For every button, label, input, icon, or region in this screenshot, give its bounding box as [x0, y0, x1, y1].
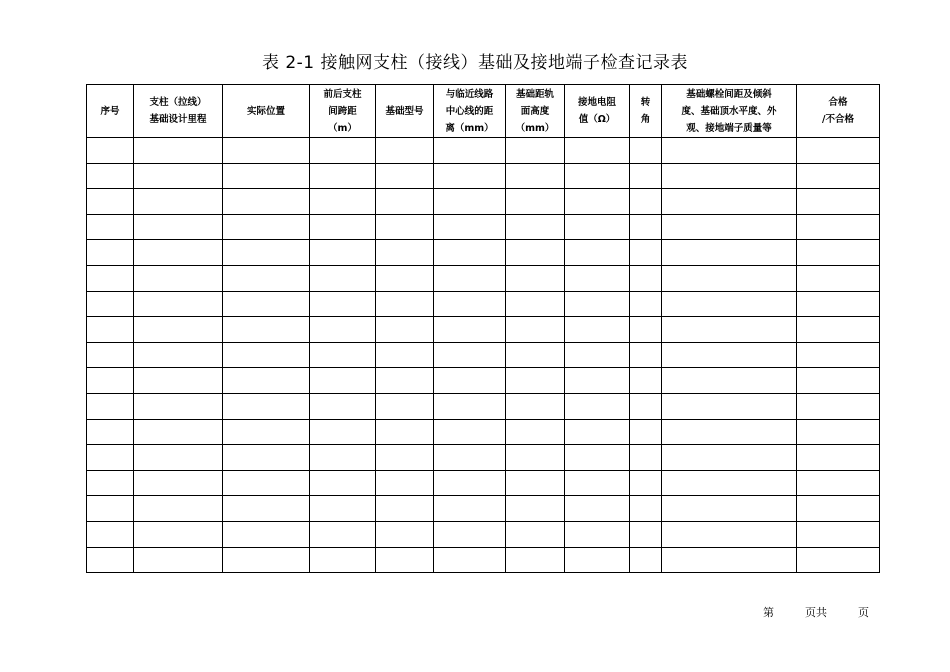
- empty-cell[interactable]: [630, 291, 662, 317]
- empty-cell[interactable]: [376, 496, 434, 522]
- empty-cell[interactable]: [134, 496, 223, 522]
- empty-cell[interactable]: [630, 419, 662, 445]
- empty-cell[interactable]: [376, 138, 434, 164]
- empty-cell[interactable]: [565, 291, 630, 317]
- table-row: [87, 419, 880, 445]
- table-row: [87, 214, 880, 240]
- empty-cell[interactable]: [87, 265, 134, 291]
- empty-cell[interactable]: [223, 521, 310, 547]
- empty-cell[interactable]: [376, 445, 434, 471]
- empty-cell[interactable]: [87, 496, 134, 522]
- empty-cell[interactable]: [565, 470, 630, 496]
- empty-cell[interactable]: [797, 138, 880, 164]
- table-row: [87, 240, 880, 266]
- empty-cell[interactable]: [223, 496, 310, 522]
- empty-cell[interactable]: [630, 521, 662, 547]
- table-row: [87, 521, 880, 547]
- empty-cell[interactable]: [87, 138, 134, 164]
- empty-cell[interactable]: [797, 470, 880, 496]
- empty-cell[interactable]: [310, 163, 376, 189]
- empty-cell[interactable]: [310, 368, 376, 394]
- empty-cell[interactable]: [310, 496, 376, 522]
- empty-cell[interactable]: [310, 419, 376, 445]
- empty-cell[interactable]: [630, 445, 662, 471]
- empty-cell[interactable]: [434, 317, 506, 343]
- empty-cell[interactable]: [134, 240, 223, 266]
- empty-cell[interactable]: [662, 521, 797, 547]
- empty-cell[interactable]: [223, 214, 310, 240]
- header-seq-no: 序号: [87, 85, 134, 138]
- empty-cell[interactable]: [662, 368, 797, 394]
- empty-cell[interactable]: [87, 419, 134, 445]
- empty-cell[interactable]: [310, 547, 376, 573]
- empty-cell[interactable]: [434, 138, 506, 164]
- table-row: [87, 445, 880, 471]
- empty-cell[interactable]: [134, 547, 223, 573]
- empty-cell[interactable]: [87, 521, 134, 547]
- empty-cell[interactable]: [434, 496, 506, 522]
- table-row: [87, 547, 880, 573]
- empty-cell[interactable]: [434, 342, 506, 368]
- table-row: [87, 291, 880, 317]
- empty-cell[interactable]: [506, 214, 565, 240]
- empty-cell[interactable]: [134, 342, 223, 368]
- empty-cell[interactable]: [662, 470, 797, 496]
- empty-cell[interactable]: [565, 189, 630, 215]
- empty-cell[interactable]: [434, 189, 506, 215]
- empty-cell[interactable]: [310, 317, 376, 343]
- empty-cell[interactable]: [376, 214, 434, 240]
- empty-cell[interactable]: [506, 138, 565, 164]
- empty-cell[interactable]: [223, 342, 310, 368]
- empty-cell[interactable]: [87, 240, 134, 266]
- empty-cell[interactable]: [565, 393, 630, 419]
- empty-cell[interactable]: [506, 496, 565, 522]
- empty-cell[interactable]: [506, 291, 565, 317]
- empty-cell[interactable]: [87, 470, 134, 496]
- empty-cell[interactable]: [797, 368, 880, 394]
- empty-cell[interactable]: [310, 470, 376, 496]
- empty-cell[interactable]: [223, 138, 310, 164]
- empty-cell[interactable]: [797, 317, 880, 343]
- empty-cell[interactable]: [565, 138, 630, 164]
- empty-cell[interactable]: [565, 265, 630, 291]
- empty-cell[interactable]: [630, 317, 662, 343]
- empty-cell[interactable]: [434, 265, 506, 291]
- empty-cell[interactable]: [662, 547, 797, 573]
- empty-cell[interactable]: [376, 470, 434, 496]
- empty-cell[interactable]: [565, 240, 630, 266]
- empty-cell[interactable]: [87, 291, 134, 317]
- empty-cell[interactable]: [506, 547, 565, 573]
- empty-cell[interactable]: [565, 521, 630, 547]
- empty-cell[interactable]: [797, 163, 880, 189]
- empty-cell[interactable]: [797, 240, 880, 266]
- empty-cell[interactable]: [310, 240, 376, 266]
- empty-cell[interactable]: [662, 265, 797, 291]
- empty-cell[interactable]: [134, 214, 223, 240]
- empty-cell[interactable]: [434, 214, 506, 240]
- empty-cell[interactable]: [223, 368, 310, 394]
- empty-cell[interactable]: [223, 547, 310, 573]
- empty-cell[interactable]: [630, 214, 662, 240]
- empty-cell[interactable]: [630, 342, 662, 368]
- empty-cell[interactable]: [662, 138, 797, 164]
- empty-cell[interactable]: [376, 240, 434, 266]
- table-row: [87, 138, 880, 164]
- empty-cell[interactable]: [797, 291, 880, 317]
- empty-cell[interactable]: [506, 368, 565, 394]
- empty-cell[interactable]: [565, 419, 630, 445]
- empty-cell[interactable]: [87, 163, 134, 189]
- footer-total-label: 页共: [805, 606, 827, 619]
- empty-cell[interactable]: [134, 163, 223, 189]
- table-row: [87, 470, 880, 496]
- empty-cell[interactable]: [565, 368, 630, 394]
- empty-cell[interactable]: [662, 240, 797, 266]
- empty-cell[interactable]: [310, 521, 376, 547]
- empty-cell[interactable]: [797, 419, 880, 445]
- empty-cell[interactable]: [434, 163, 506, 189]
- empty-cell[interactable]: [376, 189, 434, 215]
- empty-cell[interactable]: [797, 547, 880, 573]
- empty-cell[interactable]: [630, 470, 662, 496]
- document-title: 表 2-1 接触网支柱（接线）基础及接地端子检查记录表: [261, 53, 689, 73]
- empty-cell[interactable]: [87, 393, 134, 419]
- empty-cell[interactable]: [376, 317, 434, 343]
- empty-cell[interactable]: [134, 138, 223, 164]
- header-actual-position: 实际位置: [223, 85, 310, 138]
- table-header-row: [87, 85, 880, 138]
- empty-cell[interactable]: [506, 470, 565, 496]
- empty-cell[interactable]: [223, 419, 310, 445]
- table-row: [87, 393, 880, 419]
- empty-cell[interactable]: [376, 163, 434, 189]
- empty-cell[interactable]: [630, 240, 662, 266]
- empty-cell[interactable]: [434, 419, 506, 445]
- empty-cell[interactable]: [310, 138, 376, 164]
- empty-cell[interactable]: [87, 317, 134, 343]
- empty-cell[interactable]: [565, 214, 630, 240]
- empty-cell[interactable]: [376, 368, 434, 394]
- empty-cell[interactable]: [565, 496, 630, 522]
- empty-cell[interactable]: [797, 214, 880, 240]
- empty-cell[interactable]: [565, 445, 630, 471]
- empty-cell[interactable]: [376, 419, 434, 445]
- empty-cell[interactable]: [134, 368, 223, 394]
- empty-cell[interactable]: [87, 368, 134, 394]
- empty-cell[interactable]: [506, 240, 565, 266]
- empty-cell[interactable]: [376, 342, 434, 368]
- empty-cell[interactable]: [223, 291, 310, 317]
- empty-cell[interactable]: [506, 189, 565, 215]
- table-row: [87, 163, 880, 189]
- empty-cell[interactable]: [506, 393, 565, 419]
- empty-cell[interactable]: [434, 393, 506, 419]
- empty-cell[interactable]: [310, 342, 376, 368]
- empty-cell[interactable]: [434, 470, 506, 496]
- empty-cell[interactable]: [797, 393, 880, 419]
- empty-cell[interactable]: [506, 265, 565, 291]
- header-design-mileage: 支柱（拉线） 基础设计里程: [134, 85, 223, 138]
- table-body: [87, 138, 880, 573]
- header-span-distance: 前后支柱 间跨距 （m）: [310, 85, 376, 138]
- empty-cell[interactable]: [630, 547, 662, 573]
- empty-cell[interactable]: [506, 317, 565, 343]
- empty-cell[interactable]: [630, 189, 662, 215]
- header-foundation-model: 基础型号: [376, 85, 434, 138]
- empty-cell[interactable]: [662, 291, 797, 317]
- header-pass-fail: 合格 /不合格: [797, 85, 880, 138]
- empty-cell[interactable]: [797, 342, 880, 368]
- empty-cell[interactable]: [87, 342, 134, 368]
- empty-cell[interactable]: [662, 189, 797, 215]
- header-ground-resistance: 接地电阻 值（Ω）: [565, 85, 630, 138]
- empty-cell[interactable]: [134, 265, 223, 291]
- empty-cell[interactable]: [376, 521, 434, 547]
- empty-cell[interactable]: [223, 445, 310, 471]
- empty-cell[interactable]: [87, 214, 134, 240]
- table-row: [87, 496, 880, 522]
- empty-cell[interactable]: [134, 393, 223, 419]
- empty-cell[interactable]: [310, 189, 376, 215]
- empty-cell[interactable]: [134, 445, 223, 471]
- empty-cell[interactable]: [662, 496, 797, 522]
- empty-cell[interactable]: [797, 445, 880, 471]
- empty-cell[interactable]: [376, 547, 434, 573]
- empty-cell[interactable]: [87, 547, 134, 573]
- empty-cell[interactable]: [376, 265, 434, 291]
- empty-cell[interactable]: [630, 265, 662, 291]
- page-footer: [0, 604, 950, 620]
- empty-cell[interactable]: [506, 419, 565, 445]
- empty-cell[interactable]: [434, 521, 506, 547]
- empty-cell[interactable]: [797, 189, 880, 215]
- empty-cell[interactable]: [223, 393, 310, 419]
- empty-cell[interactable]: [310, 291, 376, 317]
- empty-cell[interactable]: [662, 163, 797, 189]
- empty-cell[interactable]: [565, 163, 630, 189]
- header-bolt-quality: 基础螺栓间距及倾斜 度、基础顶水平度、外 观、接地端子质量等: [662, 85, 797, 138]
- empty-cell[interactable]: [223, 163, 310, 189]
- empty-cell[interactable]: [310, 265, 376, 291]
- empty-cell[interactable]: [134, 189, 223, 215]
- empty-cell[interactable]: [565, 317, 630, 343]
- empty-cell[interactable]: [87, 189, 134, 215]
- header-track-center-distance: 与临近线路 中心线的距 离（mm）: [434, 85, 506, 138]
- empty-cell[interactable]: [223, 470, 310, 496]
- empty-cell[interactable]: [434, 291, 506, 317]
- table-row: [87, 317, 880, 343]
- empty-cell[interactable]: [134, 521, 223, 547]
- footer-end-label: 页: [858, 606, 869, 619]
- table-row: [87, 342, 880, 368]
- empty-cell[interactable]: [310, 393, 376, 419]
- empty-cell[interactable]: [565, 547, 630, 573]
- empty-cell[interactable]: [506, 342, 565, 368]
- empty-cell[interactable]: [310, 214, 376, 240]
- empty-cell[interactable]: [630, 163, 662, 189]
- empty-cell[interactable]: [662, 214, 797, 240]
- empty-cell[interactable]: [376, 291, 434, 317]
- table-row: [87, 265, 880, 291]
- empty-cell[interactable]: [797, 265, 880, 291]
- empty-cell[interactable]: [662, 317, 797, 343]
- header-turn-angle: 转 角: [630, 85, 662, 138]
- empty-cell[interactable]: [797, 496, 880, 522]
- empty-cell[interactable]: [662, 342, 797, 368]
- empty-cell[interactable]: [87, 445, 134, 471]
- empty-cell[interactable]: [506, 521, 565, 547]
- inspection-record-table: [86, 84, 880, 573]
- empty-cell[interactable]: [134, 419, 223, 445]
- empty-cell[interactable]: [223, 189, 310, 215]
- empty-cell[interactable]: [223, 265, 310, 291]
- empty-cell[interactable]: [434, 240, 506, 266]
- empty-cell[interactable]: [630, 368, 662, 394]
- empty-cell[interactable]: [797, 521, 880, 547]
- empty-cell[interactable]: [376, 393, 434, 419]
- empty-cell[interactable]: [223, 317, 310, 343]
- empty-cell[interactable]: [630, 496, 662, 522]
- empty-cell[interactable]: [630, 393, 662, 419]
- empty-cell[interactable]: [223, 240, 310, 266]
- empty-cell[interactable]: [134, 470, 223, 496]
- empty-cell[interactable]: [662, 445, 797, 471]
- table-row: [87, 189, 880, 215]
- empty-cell[interactable]: [565, 342, 630, 368]
- empty-cell[interactable]: [434, 368, 506, 394]
- empty-cell[interactable]: [134, 291, 223, 317]
- empty-cell[interactable]: [630, 138, 662, 164]
- empty-cell[interactable]: [310, 445, 376, 471]
- empty-cell[interactable]: [506, 445, 565, 471]
- empty-cell[interactable]: [662, 393, 797, 419]
- footer-page-label: 第: [763, 606, 774, 619]
- empty-cell[interactable]: [134, 317, 223, 343]
- empty-cell[interactable]: [434, 445, 506, 471]
- header-rail-height: 基础距轨 面高度 （mm）: [506, 85, 565, 138]
- empty-cell[interactable]: [434, 547, 506, 573]
- table-row: [87, 368, 880, 394]
- empty-cell[interactable]: [506, 163, 565, 189]
- empty-cell[interactable]: [662, 419, 797, 445]
